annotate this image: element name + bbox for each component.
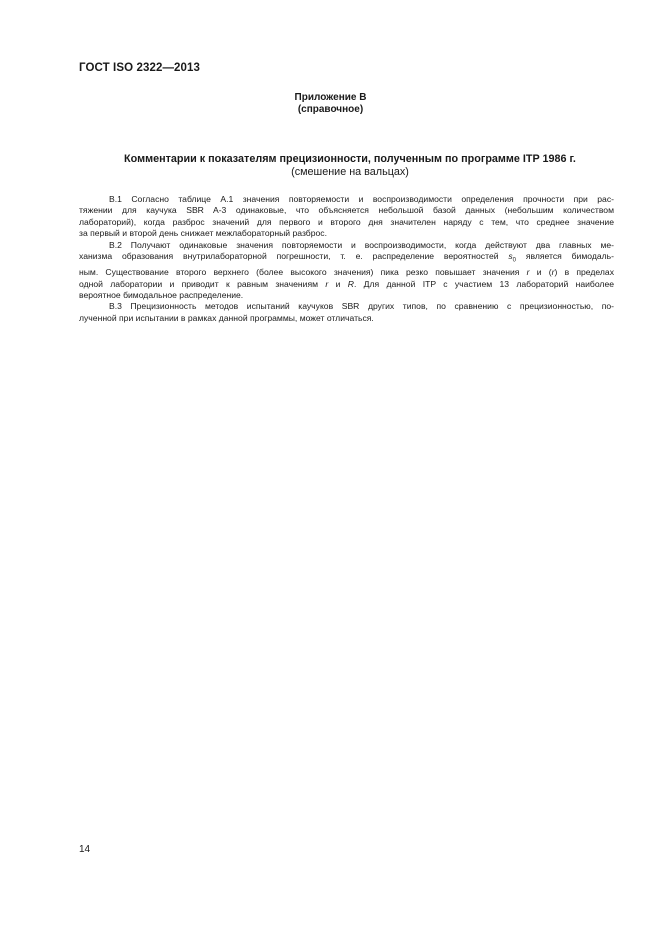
symbol-r: r — [526, 267, 530, 278]
title-subtitle: (смешение на вальцах) — [291, 166, 409, 178]
appendix-label: Приложение В — [294, 92, 367, 103]
paragraph-b2 — [79, 240, 614, 302]
appendix-type: (справочное) — [297, 104, 364, 115]
text-line — [79, 251, 614, 267]
page-number: 14 — [79, 844, 91, 855]
text-line — [79, 267, 614, 278]
symbol-subscript: 0 — [512, 257, 516, 264]
paragraph-b3 — [79, 301, 614, 324]
symbol-r: r — [325, 278, 329, 289]
text-line: лученной при испытании в рамках данной программы, может отличаться. — [79, 312, 374, 323]
appendix-heading — [0, 92, 661, 116]
text-line: В.2 Получают одинаковые значения повторяемости и воспроизводимости, когда действуют два главных ме- — [109, 239, 614, 250]
text-line: тяжении для каучука SBR A-3 одинаковые, что объясняется небольшой базой данных (небольшим количеством — [79, 205, 614, 216]
text-line: В.1 Согласно таблице А.1 значения повторяемости и воспроизводимости определения прочности при рас- — [109, 194, 614, 204]
text-fragment: . Для данной ITP с участием 13 лабораторий наиболее — [353, 278, 615, 289]
text-line — [79, 279, 614, 290]
symbol-R: R — [347, 278, 354, 289]
text-line: лабораторий), когда разброс значений для первого и второго дня значителен наряду с тем, что среднее значение — [79, 216, 614, 227]
title-main: Комментарии к показателям прецизионности, полученным по программе ITP 1986 г. — [124, 153, 576, 165]
text-fragment: ным. Существование второго верхнего (более высокого значения) пика резко повышает значения — [79, 267, 520, 278]
text-fragment: одной лаборатории и приводит к равным значениям — [79, 278, 319, 289]
paragraph-b1 — [79, 194, 614, 240]
text-fragment: является бимодаль- — [525, 251, 614, 262]
text-fragment: ) в пределах — [554, 267, 615, 278]
text-line: за первый и второй день снижает межлабораторный разброс. — [79, 228, 327, 239]
symbol-r: r — [551, 267, 555, 278]
text-fragment: ханизма образования внутрилабораторной погрешности, т. е. распределение вероятностей — [79, 251, 499, 262]
symbol-s: s — [508, 251, 513, 262]
document-code: ГОСТ ISO 2322—2013 — [79, 62, 201, 74]
text-line: В.3 Прецизионность методов испытаний каучуков SBR других типов, по сравнению с прецизионностью, по- — [109, 301, 614, 312]
text-fragment: и ( — [536, 267, 552, 278]
text-line: вероятное бимодальное распределение. — [79, 289, 244, 300]
section-title — [60, 153, 640, 179]
text-fragment: и — [335, 278, 341, 289]
body-text — [79, 194, 614, 324]
